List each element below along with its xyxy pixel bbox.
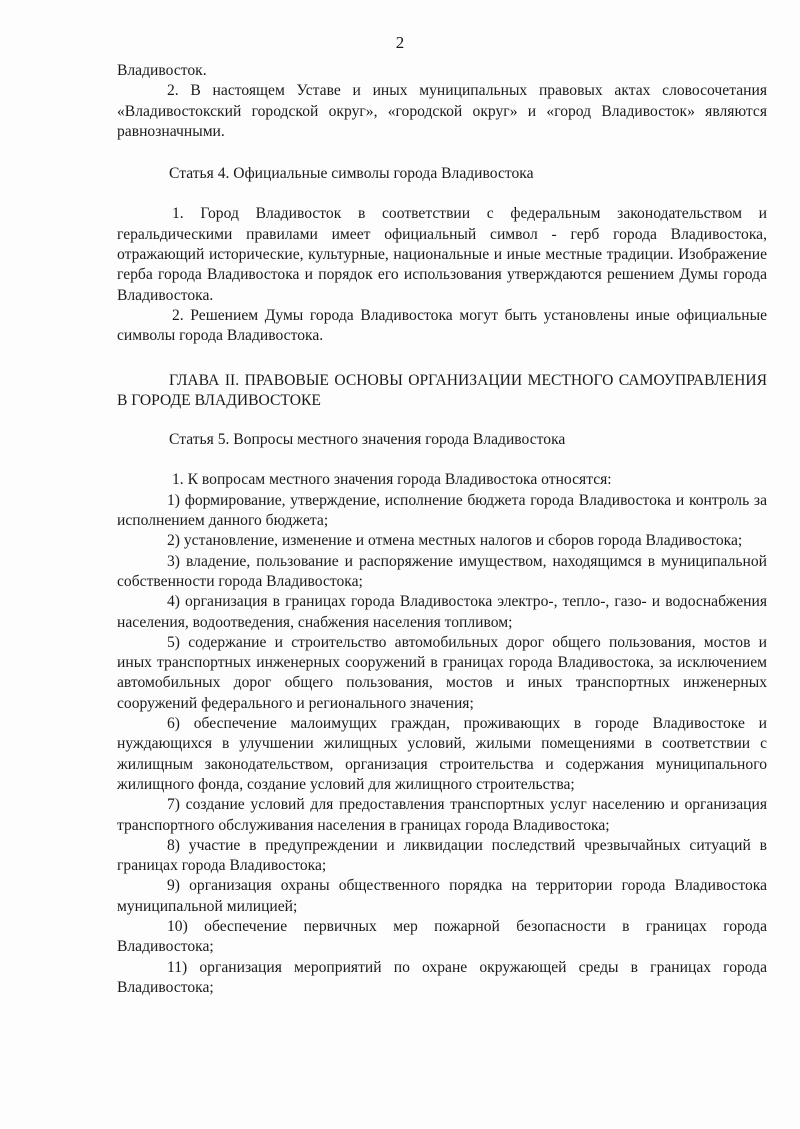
list-item-10: 10) обеспечение первичных мер пожарной безопасности в границах города Владивостока; <box>117 917 767 956</box>
list-item-6: 6) обеспечение малоимущих граждан, проживающих в городе Владивостоке и нуждающихся в улучшении жилищных условий, жилыми помещениями в соответствии с жилищным законодательством, организация строительства и содержания муниципального жилищного фонда, создание условий для жилищного строительства; <box>117 715 767 793</box>
list-item-11: 11) организация мероприятий по охране окружающей среды в границах города Владивостока; <box>117 958 767 996</box>
list-item-1: 1) формирование, утверждение, исполнение бюджета города Владивостока и контроль за исполнением данного бюджета; <box>117 491 767 530</box>
document-body <box>117 61 767 998</box>
chapter-2-title: ГЛАВА II. ПРАВОВЫЕ ОСНОВЫ ОРГАНИЗАЦИИ МЕСТНОГО САМОУПРАВЛЕНИЯ В ГОРОДЕ ВЛАДИВОСТОКЕ <box>117 371 767 409</box>
article-5-clause-1-intro: 1. К вопросам местного значения города Владивостока относятся: <box>172 471 612 489</box>
list-item-9: 9) организация охраны общественного порядка на территории города Владивостока муниципальной милицией; <box>117 877 767 915</box>
list-item-2: 2) установление, изменение и отмена местных налогов и сборов города Владивостока; <box>167 532 743 550</box>
list-item-3: 3) владение, пользование и распоряжение имуществом, находящимся в муниципальной собственности города Владивостока; <box>117 552 767 590</box>
article-4-title: Статья 4. Официальные символы города Владивостока <box>169 165 534 183</box>
list-item-7: 7) создание условий для предоставления транспортных услуг населению и организация транспортного обслуживания населения в границах города Владивостока; <box>117 796 767 834</box>
article-5-title: Статья 5. Вопросы местного значения города Владивостока <box>169 431 566 449</box>
intro-clause-2: 2. В настоящем Уставе и иных муниципальных правовых актах словосочетания «Владивостокский городской округ», «городской округ» и «город Владивосток» являются равнозначными. <box>117 82 767 140</box>
page-number: 2 <box>395 33 405 52</box>
article-4-clause-1: 1. Город Владивосток в соответствии с федеральным законодательством и геральдическими правилами имеет официальный символ - герб города Владивостока, отражающий исторические, культурные, национальные и иные местные традиции. Изображение герба города Владивостока и порядок его использования утверждаются решением Думы города Владивостока. <box>117 205 767 304</box>
intro-continuation: Владивосток. <box>117 62 207 79</box>
article-4-clause-2: 2. Решением Думы города Владивостока могут быть установлены иные официальные символы города Владивостока. <box>117 306 767 345</box>
list-item-5: 5) содержание и строительство автомобильных дорог общего пользования, мостов и иных транспортных инженерных сооружений в границах города Владивостока, за исключением автомобильных дорог общего пользования, мостов и иных транспортных инженерных сооружений федерального и регионального значения; <box>117 633 767 712</box>
list-item-4: 4) организация в границах города Владивостока электро-, тепло-, газо- и водоснабжения населения, водоотведения, снабжения населения топливом; <box>117 593 767 631</box>
list-item-8: 8) участие в предупреждении и ликвидации последствий чрезвычайных ситуаций в границах города Владивостока; <box>117 836 767 875</box>
